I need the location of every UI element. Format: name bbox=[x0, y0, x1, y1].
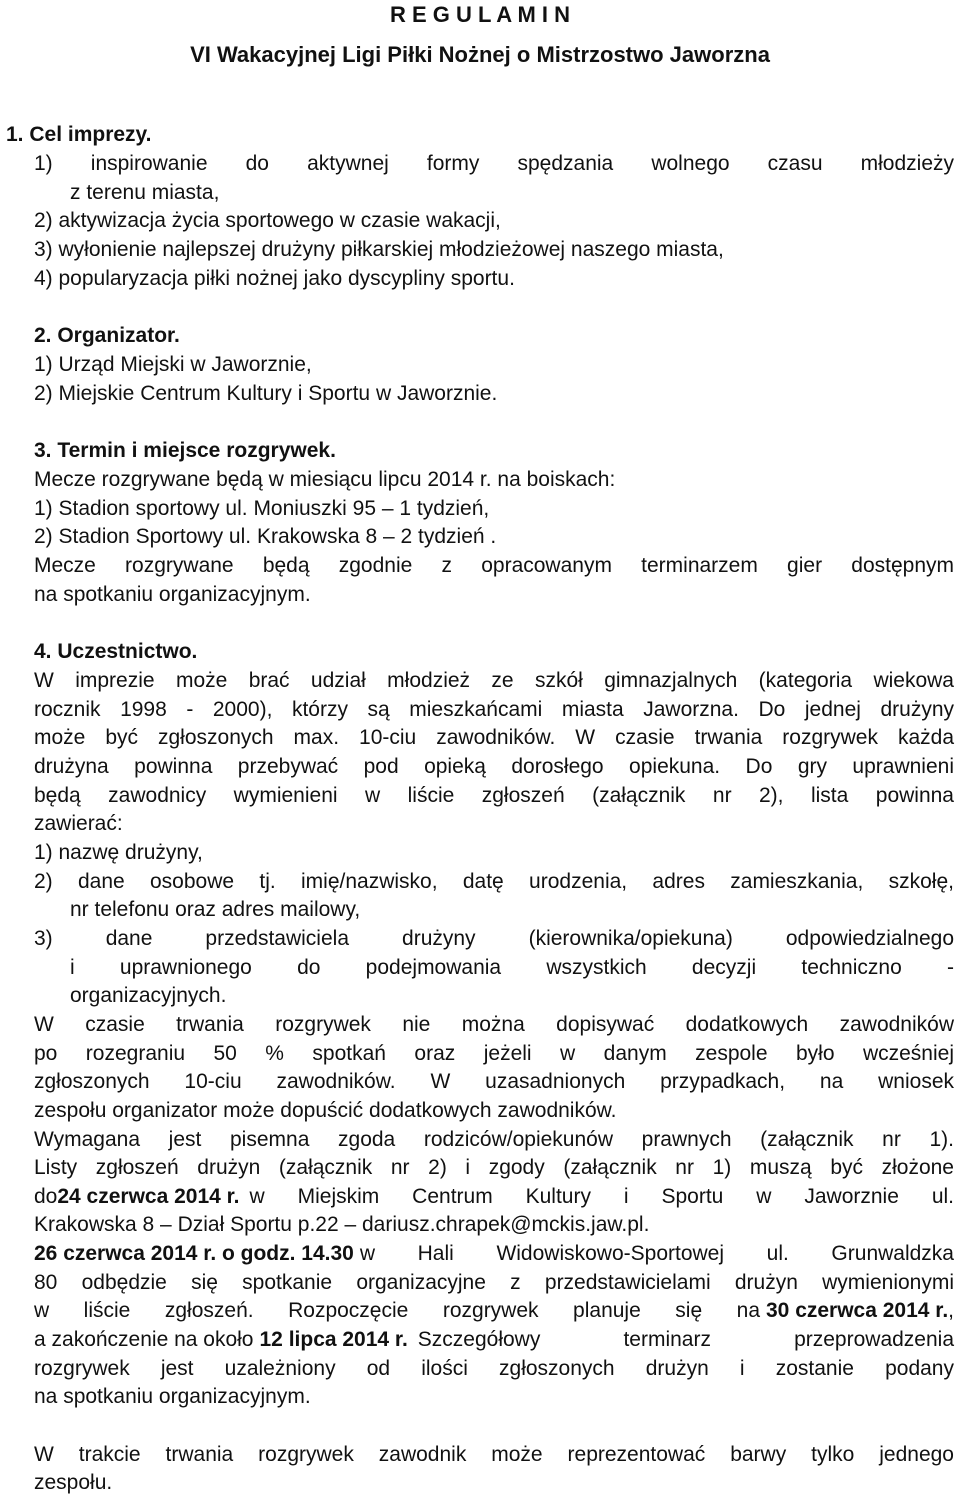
meeting-line-4 bbox=[34, 1327, 954, 1353]
section-heading-goal: 1. Cel imprezy. bbox=[6, 123, 152, 146]
section-heading-participation: 4. Uczestnictwo. bbox=[34, 640, 198, 663]
participation-line-6: zawierać: bbox=[34, 812, 123, 835]
start-date: 30 czerwca 2014 r. bbox=[766, 1299, 949, 1322]
goal-item-4: 4) popularyzacja piłki nożnej jako dyscypliny sportu. bbox=[34, 267, 515, 290]
schedule-text-2: Mecze rozgrywane będą zgodnie z opracowanym terminarzem gier dostępnym bbox=[34, 554, 954, 577]
participation-line-4: drużyna powinna przebywać pod opieką dorosłego opiekuna. Do gry uprawnieni bbox=[34, 755, 954, 778]
list-item-personal-data-cont: nr telefonu oraz adres mailowy, bbox=[70, 898, 361, 921]
start-text: w liście zgłoszeń. Rozpoczęcie rozgrywek planuje się na bbox=[34, 1299, 760, 1322]
participation-line-3: może być zgłoszonych max. 10-ciu zawodników. W czasie trwania rozgrywek każda bbox=[34, 726, 954, 749]
participation-line-2: rocznik 1998 - 2000), którzy są mieszkańcami miasta Jaworzna. Do jednej drużyny bbox=[34, 698, 954, 721]
list-item-personal-data: 2) dane osobowe tj. imię/nazwisko, datę urodzenia, adres zamieszkania, szkołę, bbox=[34, 870, 954, 893]
document-subtitle: VI Wakacyjnej Ligi Piłki Nożnej o Mistrzostwo Jaworzna bbox=[190, 42, 770, 67]
list-item-representative-cont: i uprawnionego do podejmowania wszystkich decyzji techniczno - bbox=[70, 956, 954, 979]
section-heading-organizer: 2. Organizator. bbox=[34, 324, 180, 347]
goal-item-1-cont: z terenu miasta, bbox=[70, 181, 220, 204]
participation-line-5: będą zawodnicy wymienieni w liście zgłoszeń (załącznik nr 2), lista powinna bbox=[34, 784, 954, 807]
organizer-item-1: 1) Urząd Miejski w Jaworznie, bbox=[34, 353, 312, 376]
list-item-team-name: 1) nazwę drużyny, bbox=[34, 841, 203, 864]
organizer-item-2: 2) Miejskie Centrum Kultury i Sportu w Jaworznie. bbox=[34, 382, 498, 405]
consent-line-3 bbox=[34, 1184, 954, 1210]
end-date: 12 lipca 2014 r. bbox=[259, 1328, 408, 1351]
team-rule-line-1: W trakcie trwania rozgrywek zawodnik może reprezentować barwy tylko jednego bbox=[34, 1443, 954, 1466]
consent-line-3-c: w Miejskim Centrum Kultury i Sportu w Jaworznie ul. bbox=[249, 1185, 954, 1208]
list-item-representative: 3) dane przedstawiciela drużyny (kierownika/opiekuna) odpowiedzialnego bbox=[34, 927, 954, 950]
schedule-text-2-cont: na spotkaniu organizacyjnym. bbox=[34, 583, 311, 606]
registration-rule-line-2: po rozegraniu 50 % spotkań oraz jeżeli w danym zespole było wcześniej bbox=[34, 1042, 954, 1065]
meeting-line-3 bbox=[34, 1298, 954, 1324]
section-heading-schedule: 3. Termin i miejsce rozgrywek. bbox=[34, 439, 336, 462]
goal-item-3: 3) wyłonienie najlepszej drużyny piłkarskiej młodzieżowej naszego miasta, bbox=[34, 238, 724, 261]
goal-item-1: 1) inspirowanie do aktywnej formy spędzania wolnego czasu młodzieży bbox=[34, 152, 954, 175]
meeting-line-6: na spotkaniu organizacyjnym. bbox=[34, 1385, 311, 1408]
consent-line-2: Listy zgłoszeń drużyn (załącznik nr 2) i zgody (załącznik nr 1) muszą być złożone bbox=[34, 1156, 954, 1179]
end-text: a zakończenie na około bbox=[34, 1328, 254, 1351]
meeting-line-5: rozgrywek jest uzależniony od ilości zgłoszonych drużyn i zostanie podany bbox=[34, 1357, 954, 1380]
schedule-venue-2: 2) Stadion Sportowy ul. Krakowska 8 – 2 tydzień . bbox=[34, 525, 497, 548]
meeting-place: w Hali Widowiskowo-Sportowej ul. Grunwaldzka bbox=[359, 1242, 954, 1265]
start-comma: , bbox=[948, 1299, 954, 1322]
team-rule-line-2: zespołu. bbox=[34, 1471, 113, 1494]
end-text-cont: Szczegółowy terminarz przeprowadzenia bbox=[417, 1328, 954, 1351]
registration-rule-line-3: zgłoszonych 10-ciu zawodników. W uzasadnionych przypadkach, na wniosek bbox=[34, 1070, 954, 1093]
list-item-representative-end: organizacyjnych. bbox=[70, 984, 227, 1007]
registration-rule-line-1: W czasie trwania rozgrywek nie można dopisywać dodatkowych zawodników bbox=[34, 1013, 954, 1036]
goal-item-2: 2) aktywizacja życia sportowego w czasie wakacji, bbox=[34, 209, 501, 232]
consent-line-3-a: do bbox=[34, 1185, 58, 1208]
registration-rule-line-4: zespołu organizator może dopuścić dodatkowych zawodników. bbox=[34, 1099, 617, 1122]
meeting-line-2: 80 odbędzie się spotkanie organizacyjne z przedstawicielami drużyn wymienionymi bbox=[34, 1271, 954, 1294]
document-title: R E G U L A M I N bbox=[389, 2, 571, 27]
schedule-venue-1: 1) Stadion sportowy ul. Moniuszki 95 – 1 tydzień, bbox=[34, 497, 490, 520]
meeting-line-1 bbox=[34, 1241, 954, 1267]
schedule-text-1: Mecze rozgrywane będą w miesiącu lipcu 2014 r. na boiskach: bbox=[34, 468, 616, 491]
consent-line-4: Krakowska 8 – Dział Sportu p.22 – dariusz.chrapek@mckis.jaw.pl. bbox=[34, 1213, 650, 1236]
meeting-date: 26 czerwca 2014 r. o godz. 14.30 bbox=[34, 1242, 354, 1265]
consent-line-1: Wymagana jest pisemna zgoda rodziców/opiekunów prawnych (załącznik nr 1). bbox=[34, 1128, 954, 1151]
participation-line-1: W imprezie może brać udział młodzież ze szkół gimnazjalnych (kategoria wiekowa bbox=[34, 669, 954, 692]
deadline-date: 24 czerwca 2014 r. bbox=[57, 1185, 240, 1208]
